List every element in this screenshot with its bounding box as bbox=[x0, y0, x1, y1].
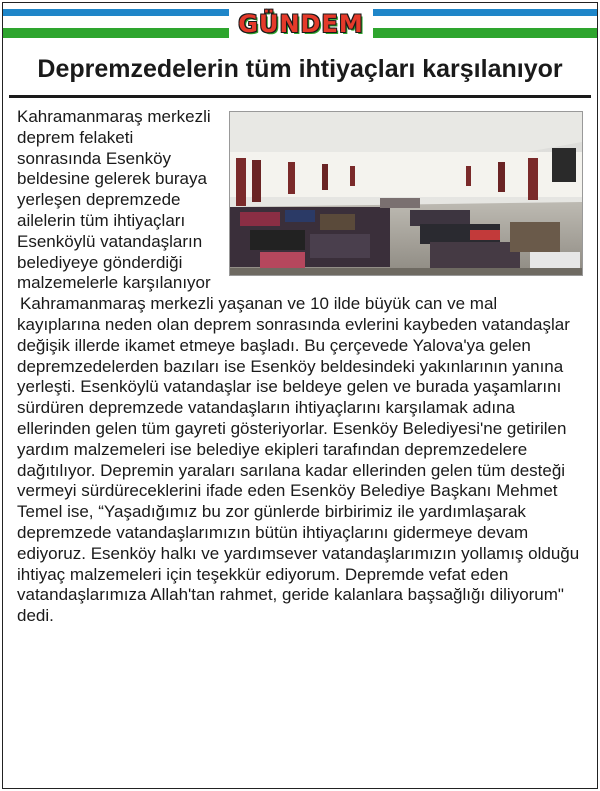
article-body bbox=[17, 107, 583, 627]
section-label: GÜNDEM bbox=[229, 9, 373, 39]
article-headline: Depremzedelerin tüm ihtiyaçları karşılanıyor bbox=[37, 55, 563, 83]
hall-photo-illustration bbox=[230, 112, 582, 275]
article-photo bbox=[229, 111, 583, 276]
article-intro: Kahramanmaraş merkezli deprem felaketi sonrasında Esenköy beldesine gelerek buraya yerleşen depremzede ailelerin tüm ihtiyaçları Esenköylü vatandaşların belediyeye gönderdiği malzemelerle karşılanıyor bbox=[17, 107, 211, 293]
article-main-text: Kahramanmaraş merkezli yaşanan ve 10 ilde büyük can ve mal kayıplarına neden olan deprem sonrasında evlerini kaybeden vatandaşlar değişik illerde ikamet etmeye başladı. Bu çerçevede Yalova'ya gelen depremzedelerden bazıları ise Esenköy beldesindeki yakınlarının yanına yerleşti. Esenköylü vatandaşlar ise beldeye gelen ve burada yaşamlarını sürdüren depremzede vatandaşların ihtiyaçlarını karşılamak adına ellerinden gelen tüm gayreti gösteriyorlar. Esenköy Belediyesi'ne getirilen yardım malzemeleri ise belediye ekipleri tarafından depremzedelere dağıtılıyor. Depremin yaraları sarılana kadar ellerinden gelen tüm desteği vermeyi sürdüreceklerini ifade eden Esenköy Belediye Başkanı Mehmet Temel ise, “Yaşadığımız bu zor günlerde birbirimiz ile yardımlaşarak depremzede vatandaşlarımızın bütün ihtiyaçlarını gidermeye devam ediyoruz. Esenköy halkı ve yardımsever vatandaşlarımızın yollamış olduğu ihtiyaç malzemeleri için teşekkür ediyorum. Depremde vefat eden vatandaşlarımıza Allah'tan rahmet, geride kalanlara başsağlığı diliyorum" dedi. bbox=[17, 294, 580, 626]
page-frame bbox=[2, 2, 598, 789]
headline-divider bbox=[9, 95, 591, 98]
section-banner bbox=[3, 3, 597, 45]
